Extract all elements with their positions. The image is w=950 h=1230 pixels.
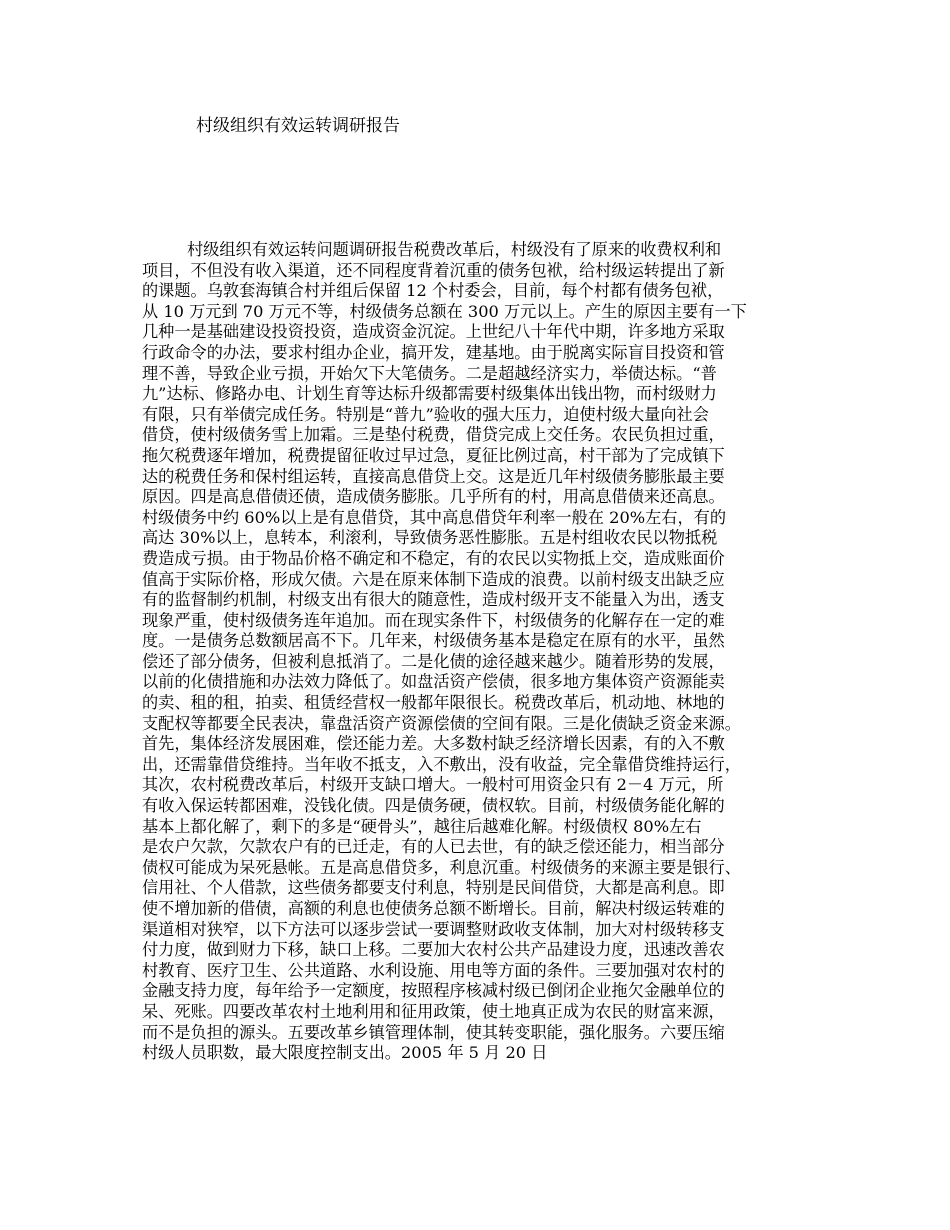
document-title: 村级组织有效运转调研报告 — [196, 116, 400, 136]
body-line: 呆、死账。四要改革农村土地利用和征用政策，使土地真正成为农民的财富来源， — [142, 1001, 725, 1021]
body-line: 理不善，导致企业亏损，开始欠下大笔债务。二是超越经济实力，举债达标。“普 — [142, 363, 717, 383]
body-line: 首先，集体经济发展困难，偿还能力差。大多数村缺乏经济增长因素，有的入不敷 — [142, 734, 725, 754]
body-line: 渠道相对狭窄，以下方法可以逐步尝试一要调整财政收支体制，加大对村级转移支 — [142, 919, 725, 939]
body-line: 村级人员职数，最大限度控制支出。2005 年 5 月 20 日 — [142, 1043, 548, 1063]
body-line: 是农户欠款，欠款农户有的已迁走，有的人已去世，有的缺乏偿还能力，相当部分 — [142, 837, 725, 857]
body-line: 出，还需靠借贷维持。当年收不抵支，入不敷出，没有收益，完全靠借贷维持运行， — [142, 754, 741, 774]
body-line: 村级债务中约 60%以上是有息借贷，其中高息借贷年利率一般在 20%左右，有的 — [142, 507, 727, 527]
body-line: 支配权等都要全民表决，靠盘活资产资源偿债的空间有限。三是化债缺乏资金来源。 — [142, 713, 741, 733]
body-line: 现象严重，使村级债务连年追加。而在现实条件下，村级债务的化解存在一定的难 — [142, 610, 725, 630]
body-line: 费造成亏损。由于物品价格不确定和不稳定，有的农民以实物抵上交，造成账面价 — [142, 548, 725, 568]
body-line: 而不是负担的源头。五要改革乡镇管理体制，使其转变职能，强化服务。六要压缩 — [142, 1022, 725, 1042]
body-line: 几种一是基础建设投资投资，造成资金沉淀。上世纪八十年代中期，许多地方采取 — [142, 322, 725, 342]
body-line: 的课题。乌敦套海镇合村并组后保留 12 个村委会，目前，每个村都有债务包袱， — [142, 281, 724, 301]
body-line: 有限，只有举债完成任务。特别是“普九”验收的强大压力，迫使村级大量向社会 — [142, 404, 709, 424]
body-line: 债权可能成为呆死悬帐。五是高息借贷多，利息沉重。村级债务的来源主要是银行、 — [142, 857, 741, 877]
body-line: 村级组织有效运转问题调研报告税费改革后，村级没有了原来的收费权利和 — [187, 240, 722, 259]
body-line: 原因。四是高息借债还债，造成债务膨胀。几乎所有的村，用高息借债来还高息。 — [142, 487, 725, 507]
body-line: 偿还了部分债务，但被利息抵消了。二是化债的途径越来越少。随着形势的发展， — [142, 651, 725, 671]
body-line: 拖欠税费逐年增加，税费提留征收过早过急，夏征比例过高，村干部为了完成镇下 — [142, 445, 725, 465]
body-line: 其次，农村税费改革后，村级开支缺口增大。一般村可用资金只有 2－4 万元，所 — [142, 775, 724, 795]
body-line: 村教育、医疗卫生、公共道路、水利设施、用电等方面的条件。三要加强对农村的 — [142, 960, 725, 980]
body-line: 使不增加新的借债，高额的利息也使债务总额不断增长。目前，解决村级运转难的 — [142, 899, 725, 918]
body-line: 项目，不但没有收入渠道，还不同程度背着沉重的债务包袱，给村级运转提出了新 — [142, 260, 725, 280]
body-line: 度。一是债务总数额居高不下。几年来，村级债务基本是稳定在原有的水平，虽然 — [142, 631, 725, 651]
document-body — [142, 240, 822, 1064]
body-line: 九”达标、修路办电、计划生育等达标升级都需要村级集体出钱出物，而村级财力 — [142, 384, 717, 404]
body-line: 金融支持力度，每年给予一定额度，按照程序核减村级已倒闭企业拖欠金融单位的 — [142, 981, 725, 1001]
body-line: 信用社、个人借款，这些债务都要支付利息，特别是民间借贷，大都是高利息。即 — [142, 878, 725, 898]
body-line: 行政命令的办法，要求村组办企业，搞开发，建基地。由于脱离实际盲目投资和管 — [142, 342, 725, 362]
body-line: 付力度，做到财力下移，缺口上移。二要加大农村公共产品建设力度，迅速改善农 — [142, 940, 725, 960]
body-line: 高达 30%以上，息转本，利滚利，导致债务恶性膨胀。五是村组收农民以物抵税 — [142, 528, 718, 548]
body-line: 有收入保运转都困难，没钱化债。四是债务硬，债权软。目前，村级债务能化解的 — [142, 796, 725, 816]
body-line: 借贷，使村级债务雪上加霜。三是垫付税费，借贷完成上交任务。农民负担过重， — [142, 425, 725, 445]
body-line: 以前的化债措施和办法效力降低了。如盘活资产偿债，很多地方集体资产资源能卖 — [142, 672, 725, 692]
body-line: 有的监督制约机制，村级支出有很大的随意性，造成村级开支不能量入为出，透支 — [142, 590, 725, 610]
body-line: 从 10 万元到 70 万元不等，村级债务总额在 300 万元以上。产生的原因主要有一下 — [142, 301, 747, 321]
body-line: 达的税费任务和保村组运转，直接高息借贷上交。这是近几年村级债务膨胀最主要 — [142, 466, 725, 486]
body-line: 的卖、租的租，拍卖、租赁经营权一般都年限很长。税费改革后，机动地、林地的 — [142, 693, 725, 713]
body-line: 基本上都化解了，剩下的多是“硬骨头”，越往后越难化解。村级债权 80%左右 — [142, 816, 702, 836]
body-line: 值高于实际价格，形成欠债。六是在原来体制下造成的浪费。以前村级支出缺乏应 — [142, 569, 725, 589]
